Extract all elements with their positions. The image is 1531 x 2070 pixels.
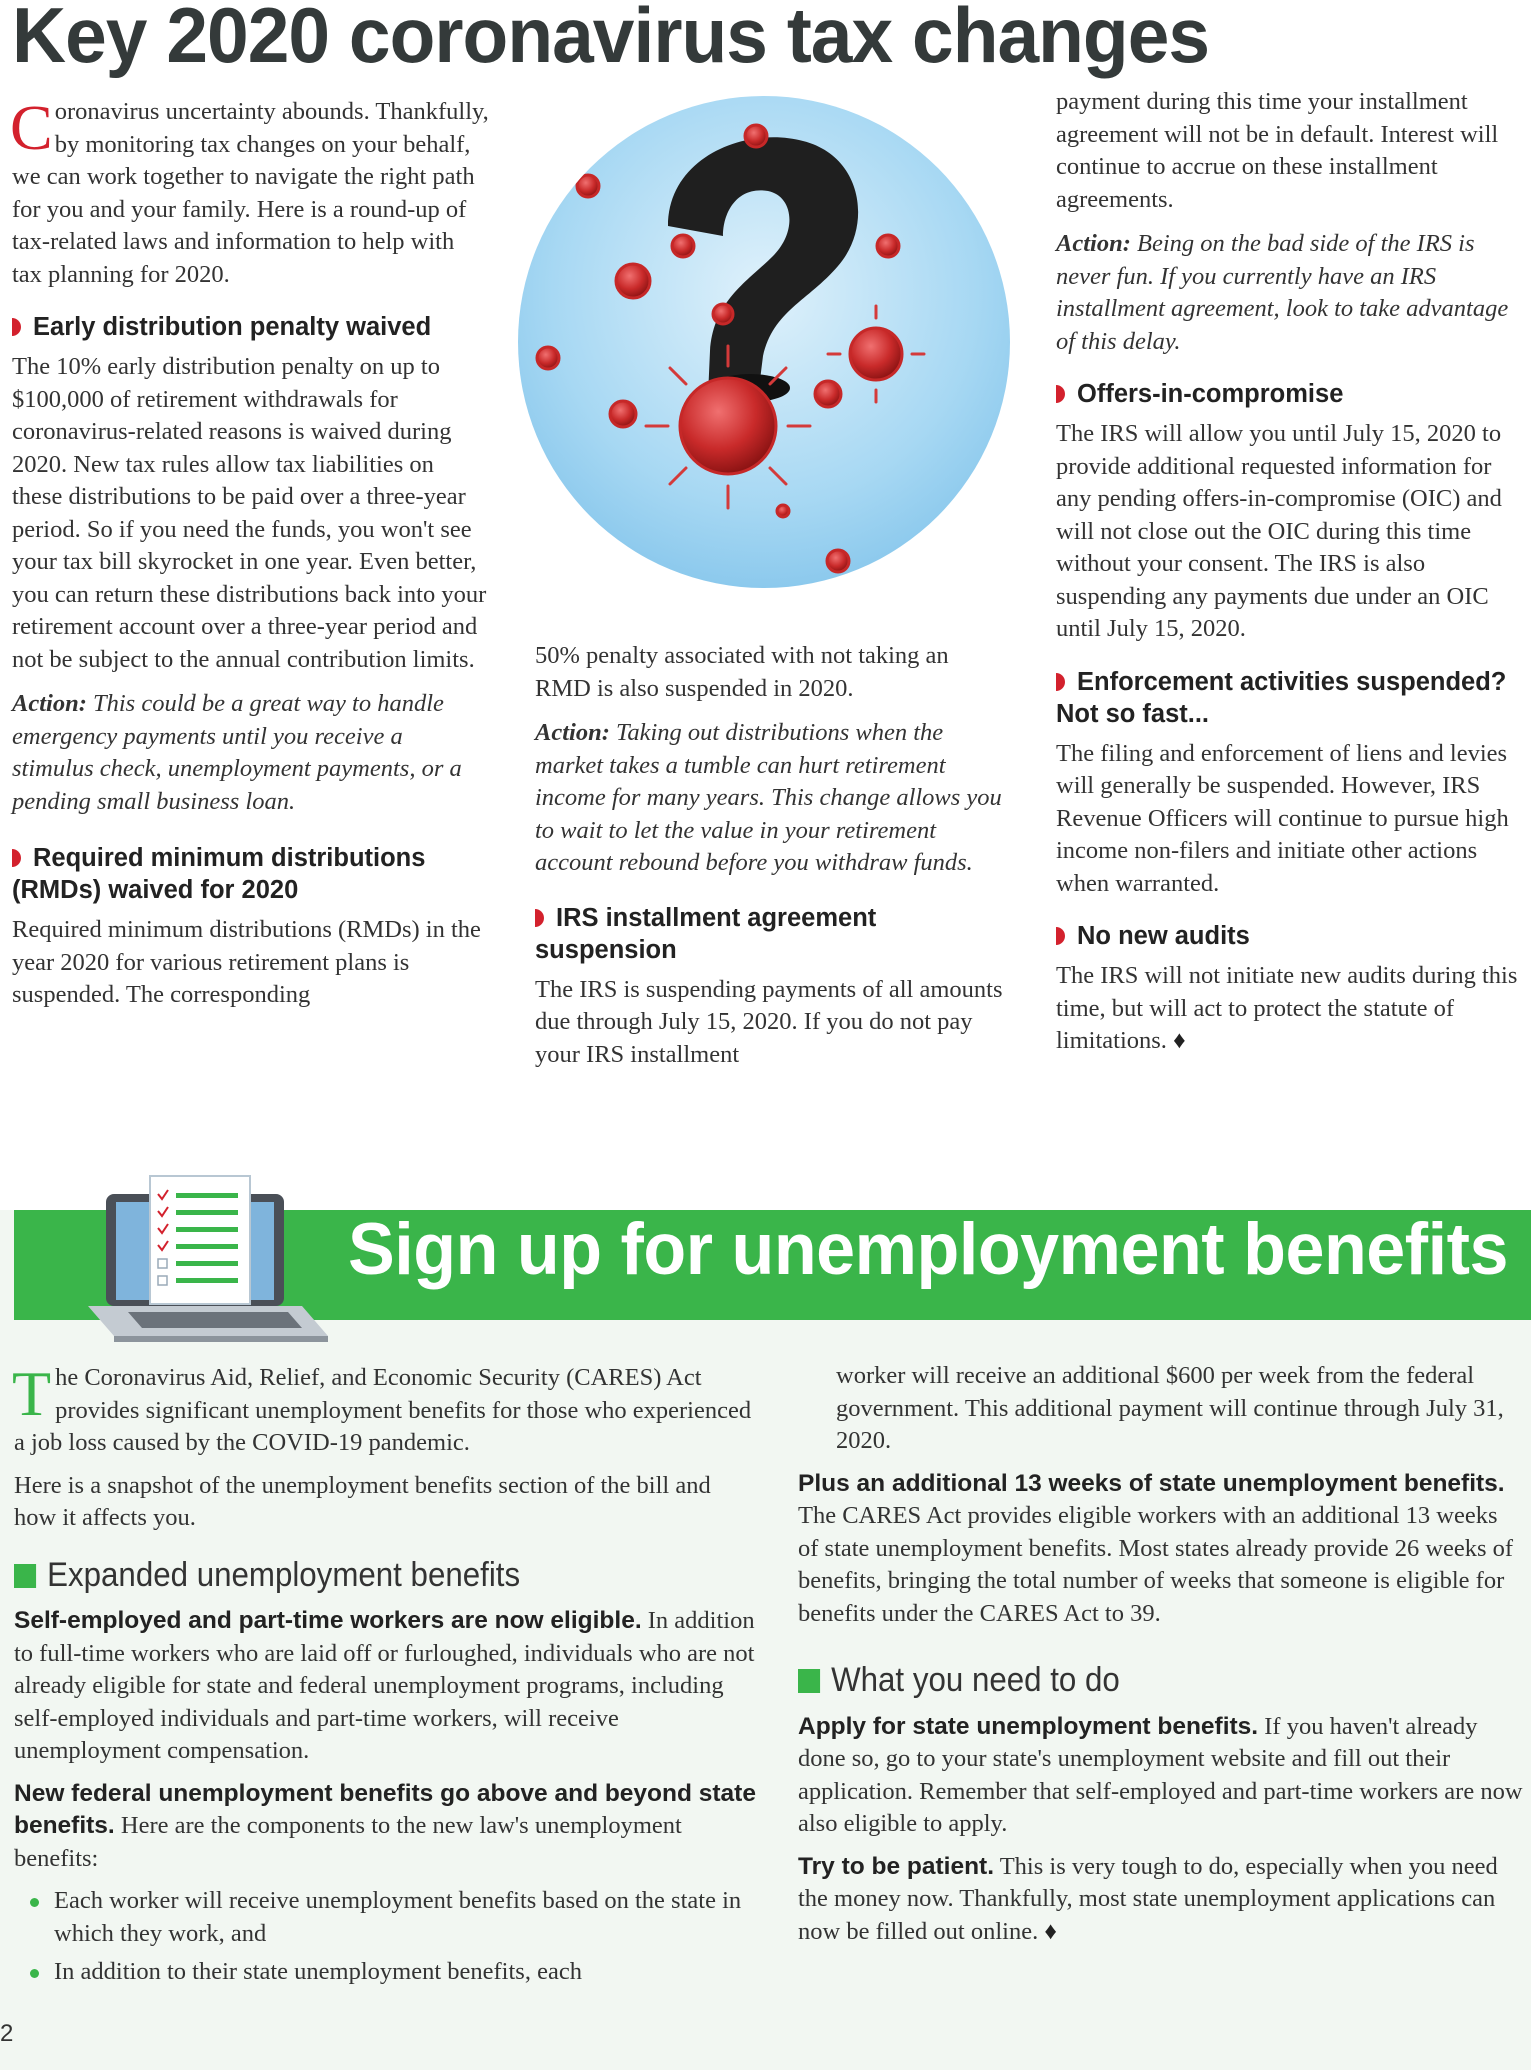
red-bullet-icon: [12, 318, 21, 336]
green-square-icon: [798, 1669, 820, 1693]
article-column-2: [535, 640, 1005, 1083]
red-bullet-icon: [1056, 385, 1065, 403]
section-body: The filing and enforcement of liens and levies will generally be suspended. However, IRS Revenue Officers will continue to pursue high income non-filers and initiate other actions when warranted.: [1056, 739, 1509, 897]
action-note: Action: Taking out distributions when the market takes a tumble can hurt retirement income for many years. This change allows you to wait to let the value in your retirement account rebound before you withdraw funds.: [535, 719, 1002, 876]
section-body: The IRS is suspending payments of all amounts due through July 15, 2020. If you do not pay your IRS installment: [535, 975, 1003, 1068]
intro-paragraph: Coronavirus uncertainty abounds. Thankfully, by monitoring tax changes on your behalf, we can work together to navigate the right path for you and your family. Here is a round-up of tax-related laws and information to help with tax planning for 2020.: [10, 92, 489, 288]
section-body: The IRS will not initiate new audits during this time, but will act to protect the statute of limitations. ♦: [1056, 962, 1518, 1054]
banner-title: Sign up for unemployment benefits: [348, 1209, 1508, 1290]
section-heading-offers: Offers-in-compromise: [1056, 378, 1521, 410]
green-bullet-icon: [30, 1898, 39, 1907]
green-square-icon: [14, 1564, 36, 1588]
article-column-3: [1056, 86, 1521, 1070]
banner-column-2: [798, 1360, 1523, 1958]
heading-what-to-do: What you need to do: [798, 1664, 1465, 1697]
banner-column-1: [12, 1358, 759, 1995]
coronavirus-question-illustration: [518, 96, 1010, 588]
red-bullet-icon: [1056, 927, 1065, 945]
section-body: payment during this time your installment agreement will not be in default. Interest will continue to accrue on these installment agreements.: [1056, 88, 1499, 213]
paragraph-patient: Try to be patient. This is very tough to do, especially when you need the money now. Thankfully, most state unemployment applications can now be filled out online. ♦: [798, 1852, 1498, 1945]
paragraph-eligible: Self-employed and part-time workers are now eligible. In addition to full-time workers who are laid off or furloughed, individuals who are not already eligible for state and federal unemployment programs, including self-employed individuals and part-time workers, will receive unemployment compensation.: [14, 1607, 755, 1764]
question-mark-virus-icon: [518, 96, 1010, 588]
paragraph-federal: New federal unemployment benefits go above and beyond state benefits. Here are the components to the new law's unemployment benefits:: [14, 1779, 756, 1872]
article-column-1: [10, 92, 490, 1024]
action-note: Action: Being on the bad side of the IRS is never fun. If you currently have an IRS installment agreement, look to take advantage of this delay.: [1056, 230, 1509, 355]
banner-snapshot: Here is a snapshot of the unemployment benefits section of the bill and how it affects you.: [14, 1471, 711, 1531]
red-bullet-icon: [1056, 673, 1065, 691]
banner-intro: The Coronavirus Aid, Relief, and Economic Security (CARES) Act provides significant unemployment benefits for those who experienced a job loss caused by the COVID-19 pandemic.: [12, 1358, 752, 1456]
action-note: Action: This could be a great way to handle emergency payments until you receive a stimulus check, unemployment payments, or a pending small business loan.: [12, 690, 462, 815]
section-heading-rmds: Required minimum distributions (RMDs) waived for 2020: [12, 844, 426, 904]
heading-expanded-benefits: Expanded unemployment benefits: [14, 1559, 699, 1592]
laptop-checklist-icon: [88, 1166, 328, 1344]
red-bullet-icon: [12, 849, 21, 867]
red-bullet-icon: [535, 909, 544, 927]
section-body: Required minimum distributions (RMDs) in the year 2020 for various retirement plans is suspended. The corresponding: [12, 916, 481, 1008]
drop-cap: T: [12, 1358, 52, 1429]
section-heading-early-distribution: Early distribution penalty waived: [12, 311, 490, 343]
section-heading-enforcement: Enforcement activities suspended? Not so fast...: [1056, 667, 1507, 728]
section-body: 50% penalty associated with not taking an RMD is also suspended in 2020.: [535, 642, 949, 702]
list-item: In addition to their state unemployment benefits, each: [54, 1956, 759, 1989]
bullet-continuation: worker will receive an additional $600 per week from the federal government. This additional payment will continue through July 31, 2020.: [836, 1362, 1504, 1454]
section-body: The 10% early distribution penalty on up to $100,000 of retirement withdrawals for coronavirus-related reasons is waived during 2020. New tax rules allow tax liabilities on these distributions to be paid over a three-year period. So if you need the funds, you won't see your tax bill skyrocket in one year. Even better, you can return these distributions back into your retirement account over a three-year period and not be subject to the annual contribution limits.: [12, 353, 487, 673]
drop-cap: C: [10, 92, 53, 163]
paragraph-apply: Apply for state unemployment benefits. If you haven't already done so, go to your state's unemployment website and fill out their application. Remember that self-employed and part-time workers are now also eligible to apply.: [798, 1712, 1523, 1837]
article-title: Key 2020 coronavirus tax changes: [12, 0, 1210, 79]
section-body: The IRS will allow you until July 15, 2020 to provide additional requested information for any pending offers-in-compromise (OIC) and will not close out the OIC during this time without your consent. The IRS is also suspending any payments due under an OIC until July 15, 2020.: [1056, 420, 1502, 642]
green-bullet-icon: [30, 1969, 39, 1978]
paragraph-13-weeks: Plus an additional 13 weeks of state unemployment benefits. The CARES Act provides eligible workers with an additional 13 weeks of state unemployment benefits. Most states already provide 26 weeks of benefits, bringing the total number of weeks that someone is eligible for benefits under the CARES Act to 39.: [798, 1469, 1514, 1627]
section-heading-installment: IRS installment agreement suspension: [535, 903, 877, 964]
page-number: 2: [0, 2020, 14, 2047]
section-heading-audits: No new audits: [1056, 920, 1521, 952]
end-diamond-icon: ♦: [1044, 1917, 1057, 1945]
end-diamond-icon: ♦: [1173, 1027, 1186, 1054]
list-item: Each worker will receive unemployment benefits based on the state in which they work, and: [54, 1885, 759, 1950]
benefit-list: [14, 1885, 759, 1989]
